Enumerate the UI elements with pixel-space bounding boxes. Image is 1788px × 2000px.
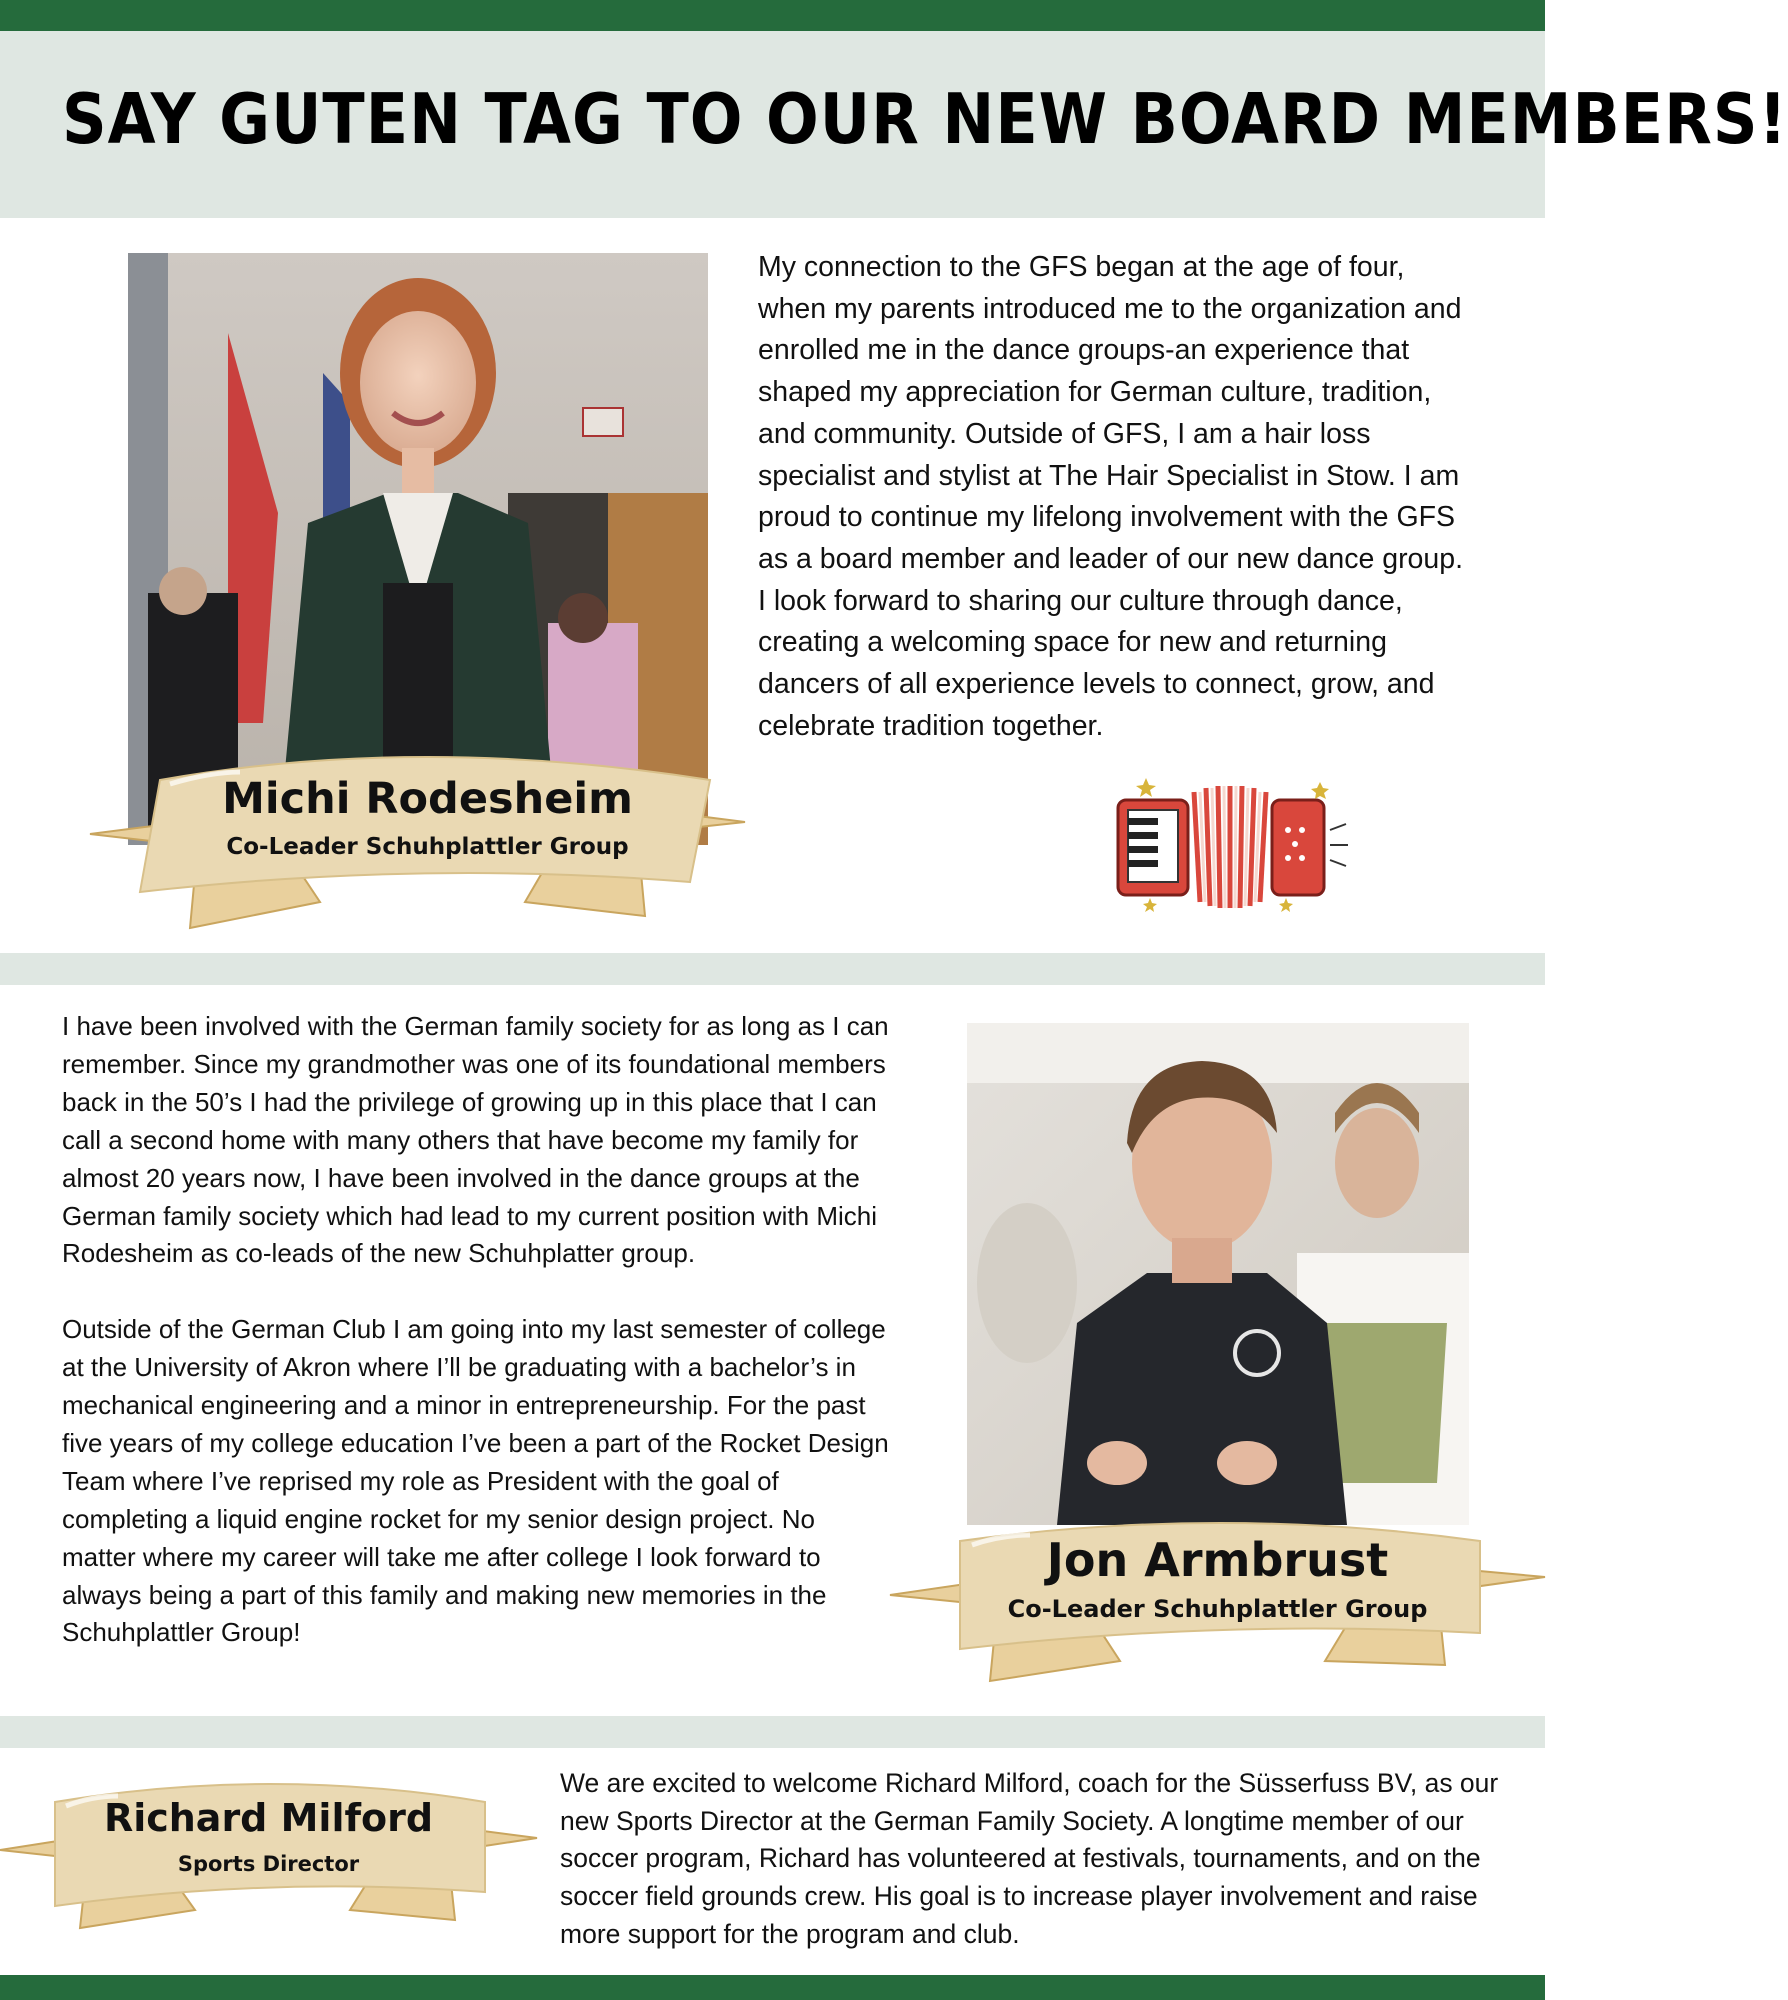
michi-role: Co-Leader Schuhplattler Group	[226, 834, 629, 860]
top-band	[0, 0, 1545, 31]
richard-name: Richard Milford	[103, 1796, 434, 1840]
richard-bio	[560, 1765, 1530, 1954]
jon-bio	[62, 1008, 892, 1652]
michi-name-ribbon	[90, 742, 745, 928]
divider-band-2	[0, 1716, 1545, 1748]
richard-name-ribbon	[0, 1772, 537, 1932]
accordion-icon	[1110, 770, 1350, 920]
richard-role: Sports Director	[177, 1852, 360, 1876]
richard-bio-text: We are excited to welcome Richard Milford, coach for the Süsserfuss BV, as our new Sports Director at the German Family Society. A longtime member of our soccer program, Richard has volunteered at festivals, tournaments, and on the soccer field grounds crew. His goal is to increase player involvement and raise more support for the program and club.	[560, 1768, 1499, 1949]
michi-bio: My connection to the GFS began at the age of four, when my parents introduced me to the organization and enrolled me in the dance groups-an experience that shaped my appreciation for German culture, tradition, and community. Outside of GFS, I am a hair loss specialist and stylist at The Hair Specialist in Stow. I am proud to continue my lifelong involvement with the GFS as a board member and leader of our new dance group. I look forward to sharing our culture through dance, creating a welcoming space for new and returning dancers of all experience levels to connect, grow, and celebrate tradition together.	[758, 251, 1464, 742]
jon-bio-paragraph-2: Outside of the German Club I am going into my last semester of college at the University of Akron where I’ll be graduating with a bachelor’s in mechanical engineering and a minor in entrepreneurship. For the past five years of my college education I’ve been a part of the Rocket Design Team where I’ve reprised my role as President with the goal of completing a liquid engine rocket for my senior design project. No matter where my career will take me after college I look forward to always being a part of this family and making new memories in the Schuhplattler Group!	[62, 1314, 889, 1648]
divider-band-1	[0, 953, 1545, 985]
bottom-band	[0, 1975, 1545, 2000]
jon-name: Jon Armbrust	[1046, 1533, 1389, 1587]
jon-bio-paragraph-1: I have been involved with the German family society for as long as I can remember. Since my grandmother was one of its foundational members back in the 50’s I had the privilege of growing up in this place that I can call a second home with many others that have become my family for almost 20 years now, I have been involved in the dance groups at the German family society which had lead to my current position with Michi Rodesheim as co-leads of the new Schuhplatter group.	[62, 1011, 889, 1269]
michi-name: Michi Rodesheim	[222, 774, 633, 824]
page-title: SAY GUTEN TAG TO OUR NEW BOARD MEMBERS!	[62, 78, 1788, 160]
jon-role: Co-Leader Schuhplattler Group	[1007, 1595, 1428, 1623]
jon-name-ribbon	[890, 1515, 1545, 1685]
jon-photo	[967, 1023, 1469, 1525]
